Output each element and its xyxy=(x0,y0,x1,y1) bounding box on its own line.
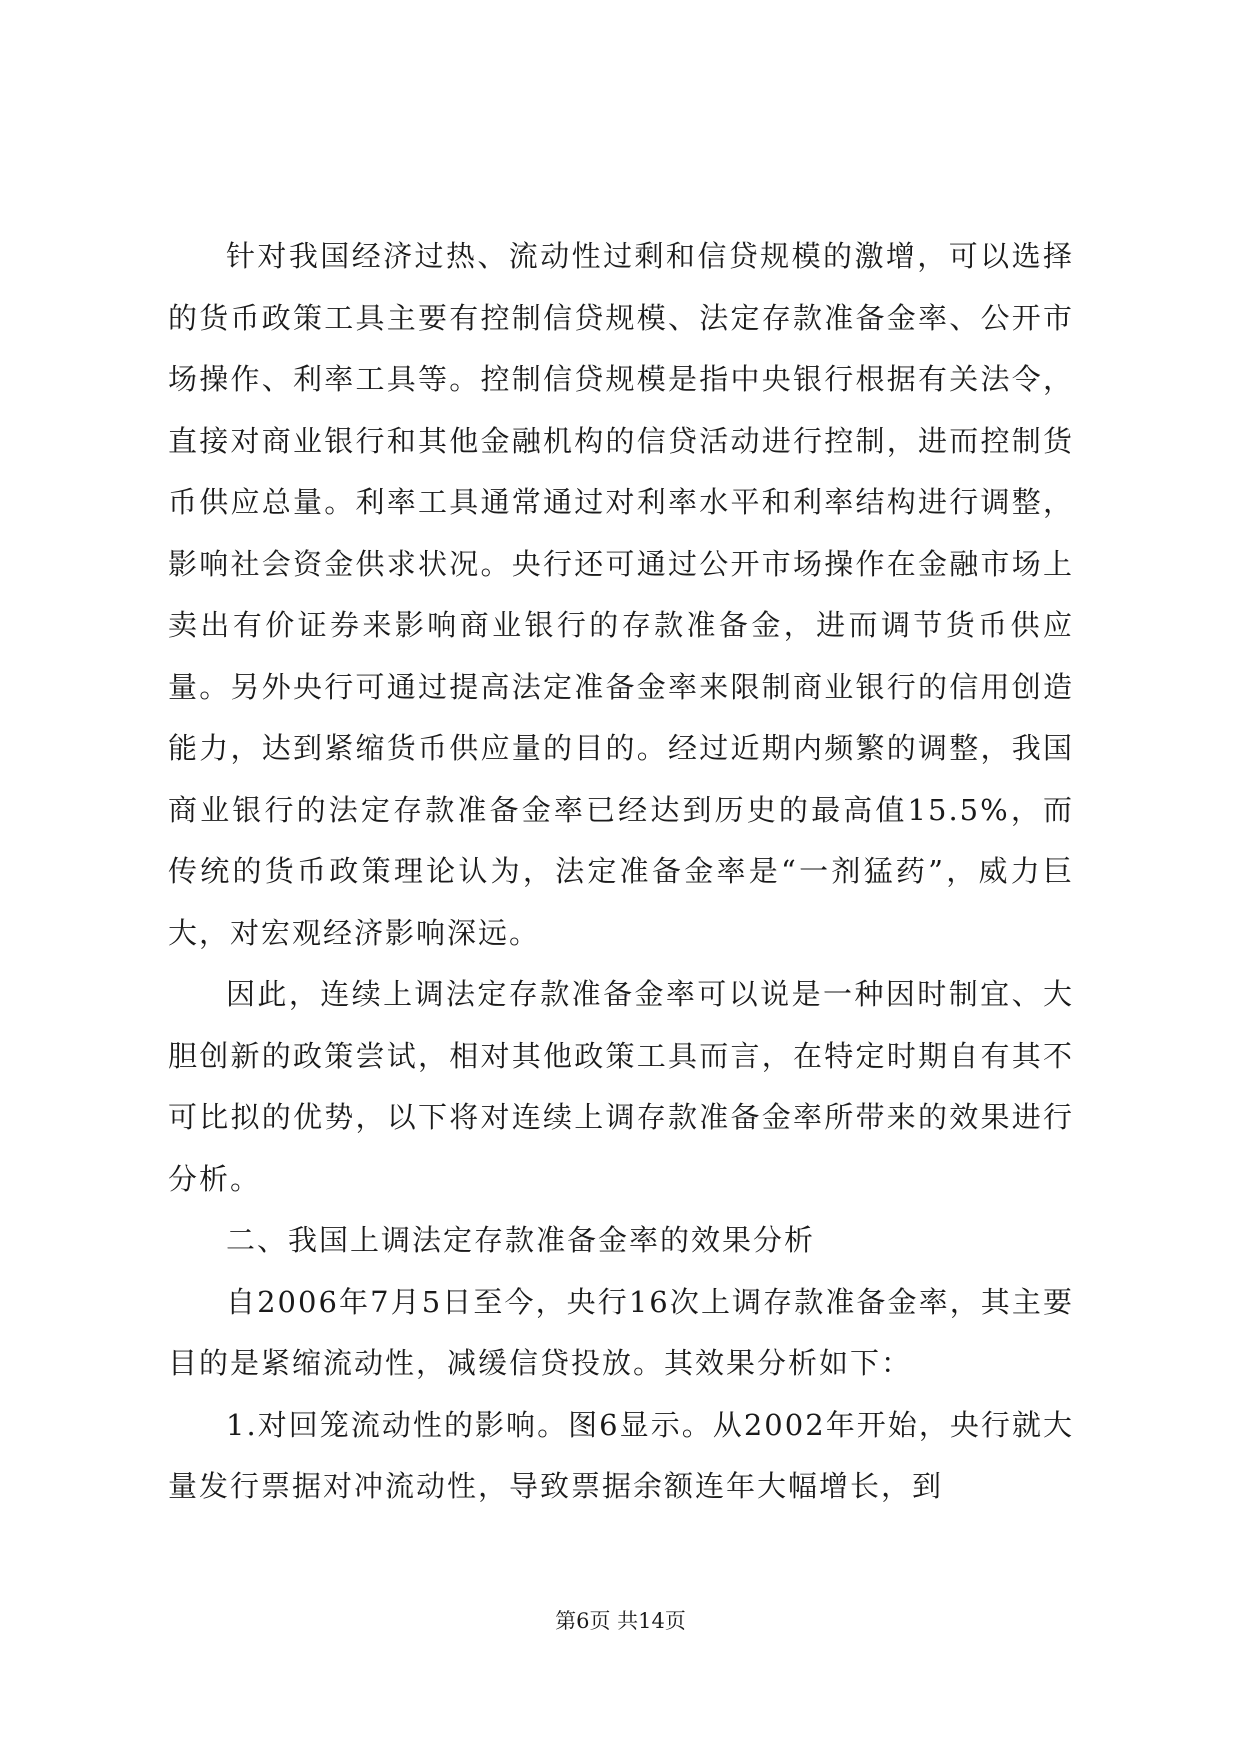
paragraph-adjustment-summary: 自2006年7月5日至今，央行16次上调存款准备金率，其主要目的是紧缩流动性，减缓信贷投放。其效果分析如下： xyxy=(168,1284,1074,1380)
paragraph-policy-tools: 针对我国经济过热、流动性过剩和信贷规模的激增，可以选择的货币政策工具主要有控制信贷规模、法定存款准备金率、公开市场操作、利率工具等。控制信贷规模是指中央银行根据有关法令，直接对商业银行和其他金融机构的信贷活动进行控制，进而控制货币供应总量。利率工具通常通过对利率水平和利率结构进行调整，影响社会资金供求状况。央行还可通过公开市场操作在金融市场上卖出有价证券来影响商业银行的存款准备金，进而调节货币供应量。另外央行可通过提高法定准备金率来限制商业银行的信用创造能力，达到紧缩货币供应量的目的。经过近期内频繁的调整，我国商业银行的法定存款准备金率已经达到历史的最高值15.5%，而传统的货币政策理论认为，法定准备金率是“一剂猛药”，威力巨大，对宏观经济影响深远。 xyxy=(168,239,1074,950)
document-body xyxy=(168,226,1074,1518)
page-number-footer: 第6页 共14页 xyxy=(555,1609,686,1633)
section-heading: 二、我国上调法定存款准备金率的效果分析 xyxy=(226,1223,816,1257)
paragraph-liquidity-effect: 1.对回笼流动性的影响。图6显示。从2002年开始，央行就大量发行票据对冲流动性，导致票据余额连年大幅增长，到 xyxy=(168,1407,1074,1503)
paragraph-reserve-ratio-advantage: 因此，连续上调法定存款准备金率可以说是一种因时制宜、大胆创新的政策尝试，相对其他政策工具而言，在特定时期自有其不可比拟的优势，以下将对连续上调存款准备金率所带来的效果进行分析。 xyxy=(168,977,1074,1196)
